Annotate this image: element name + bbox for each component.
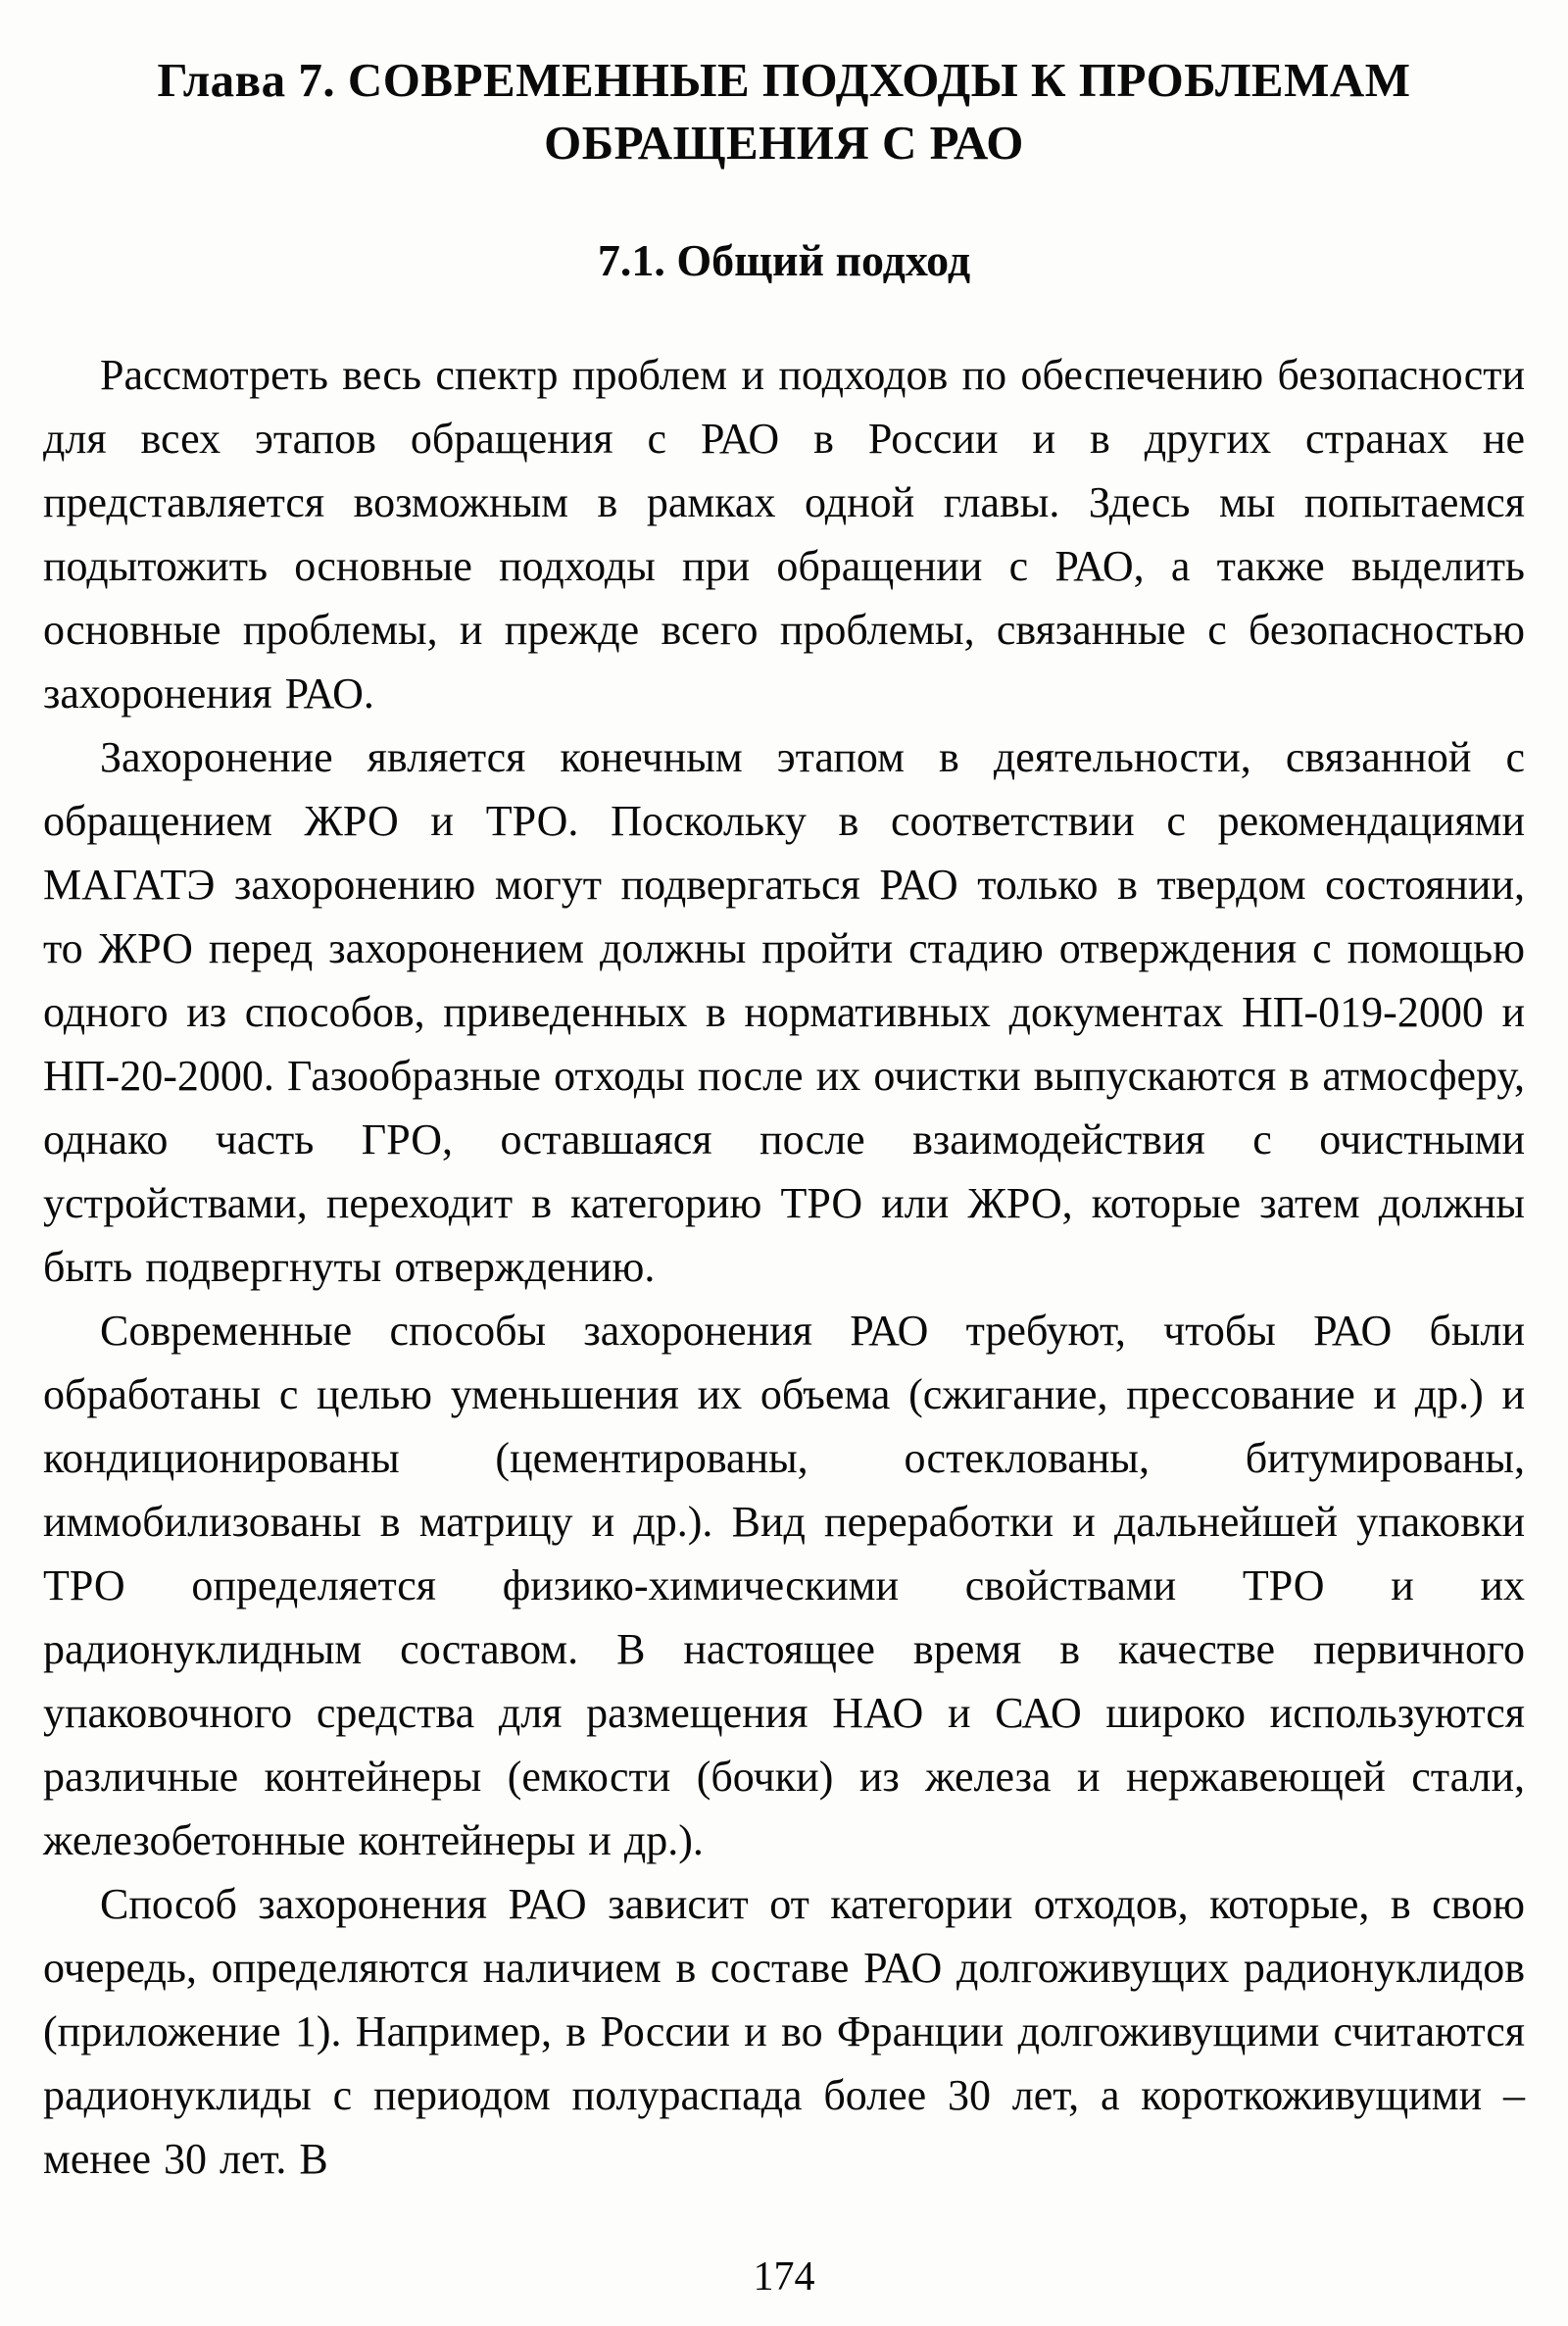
section-title: 7.1. Общий подход — [597, 235, 971, 286]
paragraph: Способ захоронения РАО зависит от категории отходов, которые, в свою очередь, определяются наличием в составе РАО долгоживущих радионуклидов (приложение 1). Например, в России и во Франции долгоживущими считаются радионуклиды с периодом полураспада более 30 лет, а короткоживущими – менее 30 лет. В — [43, 1880, 1525, 2184]
paragraph: Рассмотреть весь спектр проблем и подходов по обеспечению безопасности для всех этапов обращения с РАО в России и в других странах не представляется возможным в рамках одной главы. Здесь мы попытаемся подытожить основные подходы при обращении с РАО, а также выделить основные проблемы, и прежде всего проблемы, связанные с безопасностью захоронения РАО. — [43, 351, 1525, 718]
paragraph: Современные способы захоронения РАО требуют, чтобы РАО были обработаны с целью уменьшения их объема (сжигание, прессование и др.) и кондиционированы (цементированы, остеклованы, битумированы, иммобилизованы в матрицу и др.). Вид переработки и дальнейшей упаковки ТРО определяется физико-химическими свойствами ТРО и их радионуклидным составом. В настоящее время в качестве первичного упаковочного средства для размещения НАО и САО широко используются различные контейнеры (емкости (бочки) из железа и нержавеющей стали, железобетонные контейнеры и др.). — [43, 1307, 1525, 1865]
chapter-title: Глава 7. СОВРЕМЕННЫЕ ПОДХОДЫ К ПРОБЛЕМАМ ОБРАЩЕНИЯ С РАО — [157, 53, 1411, 170]
paragraph: Захоронение является конечным этапом в деятельности, связанной с обращением ЖРО и ТРО. Поскольку в соответствии с рекомендациями МАГАТЭ захоронению могут подвергаться РАО только в твердом состоянии, то ЖРО перед захоронением должны пройти стадию отверждения с помощью одного из способов, приведенных в нормативных документах НП-019-2000 и НП-20-2000. Газообразные отходы после их очистки выпускаются в атмосферу, однако часть ГРО, оставшаяся после взаимодействия с очистными устройствами, переходит в категорию ТРО или ЖРО, которые затем должны быть подвергнуты отверждению. — [43, 733, 1525, 1292]
body-text — [43, 343, 1525, 2191]
page-number: 174 — [753, 2254, 815, 2300]
